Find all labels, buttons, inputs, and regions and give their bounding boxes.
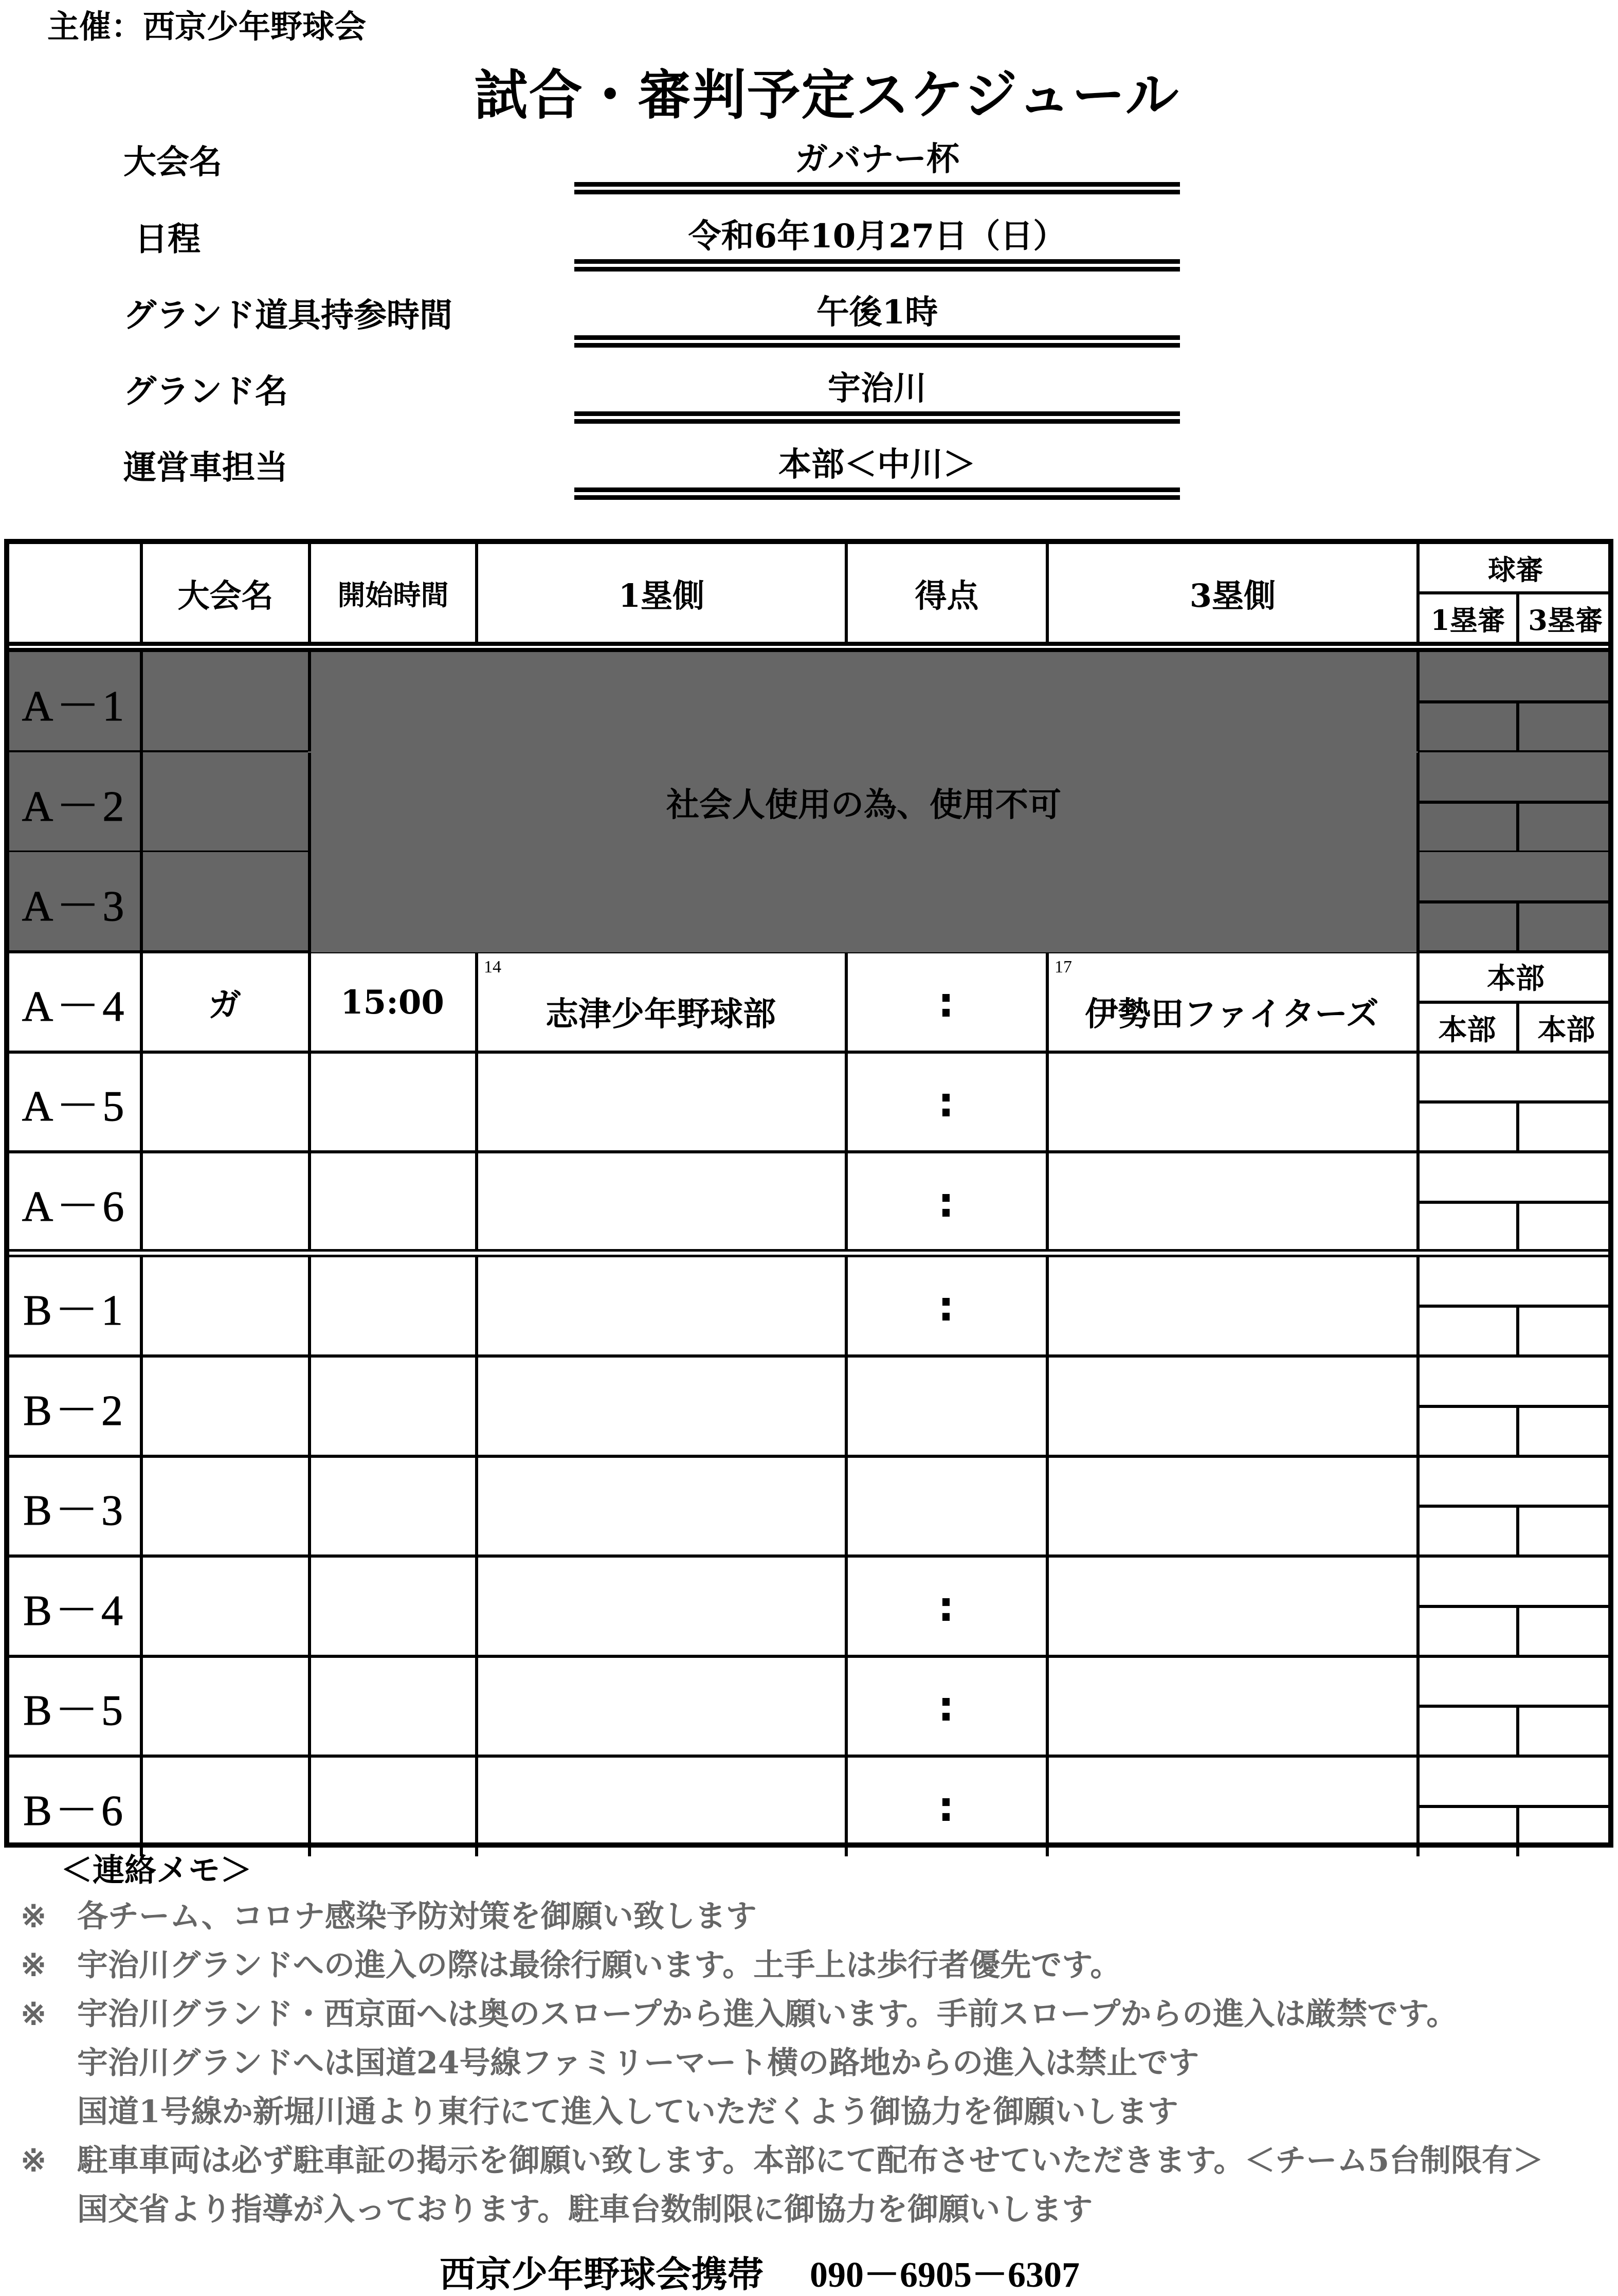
table-row xyxy=(9,1357,1608,1456)
col-header-label: 大会名 xyxy=(177,576,274,614)
memo-title: ＜連絡メモ＞ xyxy=(61,1851,252,1889)
divider xyxy=(475,1656,478,1756)
blocked-area xyxy=(311,652,1416,952)
cell-plate-umpire[interactable] xyxy=(1418,752,1613,801)
cell-score[interactable] xyxy=(846,1256,1046,1356)
divider xyxy=(308,1052,311,1152)
score-value: : xyxy=(938,1682,954,1730)
cell-third-base-umpire[interactable] xyxy=(1519,804,1613,852)
row-id-cell xyxy=(9,852,140,952)
cell-first-base-umpire[interactable] xyxy=(1418,1004,1516,1052)
cell-team3[interactable] xyxy=(1047,952,1416,1052)
cell-tournament[interactable] xyxy=(141,1656,308,1756)
cell-score[interactable] xyxy=(846,1152,1046,1252)
header-double-divider xyxy=(9,642,1608,652)
cell-start-time[interactable] xyxy=(310,1256,475,1356)
cell-team1[interactable] xyxy=(477,1456,845,1556)
col-header-score xyxy=(846,544,1047,642)
cell-third-base-umpire[interactable] xyxy=(1519,1004,1613,1052)
cell-team3[interactable] xyxy=(1047,1052,1416,1152)
col-header-label: 得点 xyxy=(915,576,979,614)
score-value: : xyxy=(938,1078,954,1126)
row-id-cell xyxy=(9,1357,140,1456)
cell-plate-umpire[interactable] xyxy=(1418,852,1613,900)
row-id: A－5 xyxy=(22,1082,128,1130)
cell-team3[interactable] xyxy=(1047,1357,1416,1456)
row-id: B－3 xyxy=(23,1486,126,1534)
cell-first-base-umpire[interactable] xyxy=(1418,1204,1516,1252)
cell-start-time[interactable] xyxy=(310,1656,475,1756)
memo-text: 国交省より指導が入っております。駐車台数制限に御協力を御願いします xyxy=(77,2192,1093,2228)
divider xyxy=(475,1052,478,1152)
table-row xyxy=(9,952,1608,1052)
divider xyxy=(845,1456,848,1556)
col-header-plate-umpire xyxy=(1418,544,1613,591)
info-value-equipment-time: 午後1時 xyxy=(816,293,938,332)
divider xyxy=(475,1256,478,1356)
row-id: A－6 xyxy=(22,1182,128,1231)
cell-team3[interactable] xyxy=(1047,1656,1416,1756)
info-value-tournament: ガバナー杯 xyxy=(795,140,959,178)
table-row xyxy=(9,1557,1608,1656)
divider xyxy=(845,544,848,642)
cell-first-base-umpire[interactable] xyxy=(1418,804,1516,852)
cell-tournament[interactable] xyxy=(141,852,308,952)
divider xyxy=(845,1656,848,1756)
divider xyxy=(308,1256,311,1356)
divider xyxy=(308,1656,311,1756)
cell-team1[interactable] xyxy=(477,1757,845,1856)
divider xyxy=(1046,1152,1049,1252)
cell-team1[interactable] xyxy=(477,1357,845,1456)
divider xyxy=(475,1557,478,1656)
plate-umpire-value: 本部 xyxy=(1487,962,1544,996)
cell-score[interactable] xyxy=(846,1557,1046,1656)
divider xyxy=(1046,1656,1049,1756)
table-row xyxy=(9,1052,1608,1152)
cell-team1[interactable] xyxy=(477,1256,845,1356)
info-label: 運営車担当 xyxy=(123,448,288,487)
col-header-label: 1塁側 xyxy=(618,576,705,614)
divider xyxy=(1516,594,1519,642)
blocked-message: 社会人使用の為、使用不可 xyxy=(666,786,1061,824)
cell-tournament[interactable] xyxy=(141,752,308,852)
row-id: B－4 xyxy=(23,1586,126,1635)
double-underline xyxy=(574,411,1180,424)
cell-third-base-umpire[interactable] xyxy=(1519,903,1613,952)
divider xyxy=(1046,1052,1049,1152)
first-base-umpire-value: 本部 xyxy=(1438,1013,1496,1047)
seed-number: 14 xyxy=(484,957,501,977)
divider xyxy=(1046,1456,1049,1556)
cell-tournament[interactable] xyxy=(141,1052,308,1152)
cell-score[interactable] xyxy=(846,1656,1046,1756)
cell-first-base-umpire[interactable] xyxy=(1418,1104,1516,1152)
cell-team3[interactable] xyxy=(1047,1256,1416,1356)
memo-line xyxy=(21,1994,1457,2035)
divider xyxy=(1046,1256,1049,1356)
page-title: 試合・審判予定スケジュール xyxy=(474,63,1180,126)
memo-text: 宇治川グランドへは国道24号線ファミリーマート横の路地からの進入は禁止です xyxy=(77,2045,1199,2081)
reference-mark-icon: ※ xyxy=(21,2143,47,2179)
info-label: 大会名 xyxy=(123,143,222,182)
divider xyxy=(308,1757,311,1856)
col-header-third-base-side xyxy=(1047,544,1418,642)
info-value-ground: 宇治川 xyxy=(828,369,926,408)
divider xyxy=(1046,1757,1049,1856)
cell-plate-umpire[interactable] xyxy=(1418,952,1613,1001)
table-row xyxy=(9,1656,1608,1756)
row-id: B－6 xyxy=(23,1786,126,1835)
cell-score[interactable] xyxy=(846,1052,1046,1152)
cell-tournament[interactable] xyxy=(141,952,308,1052)
memo-line xyxy=(21,2140,1543,2181)
cell-team3[interactable] xyxy=(1047,1757,1416,1856)
cell-start-time[interactable] xyxy=(310,1757,475,1856)
memo-line xyxy=(21,2091,1178,2132)
cell-plate-umpire[interactable] xyxy=(1418,1256,1613,1305)
col-header-label: 3塁側 xyxy=(1189,576,1276,614)
cell-plate-umpire[interactable] xyxy=(1418,1152,1613,1201)
cell-first-base-umpire[interactable] xyxy=(1418,1808,1516,1856)
cell-first-base-umpire[interactable] xyxy=(1418,1408,1516,1456)
row-id-cell xyxy=(9,752,140,852)
memo-text: 国道1号線か新堀川通より東行にて進入していただくよう御協力を御願いします xyxy=(77,2094,1178,2130)
info-value-date: 令和6年10月27日（日） xyxy=(688,217,1066,256)
row-id-cell xyxy=(9,1757,140,1856)
cell-start-time[interactable] xyxy=(310,952,475,1052)
cell-third-base-umpire[interactable] xyxy=(1519,1708,1613,1756)
divider xyxy=(475,952,478,1052)
cell-start-time[interactable] xyxy=(310,1357,475,1456)
cell-plate-umpire[interactable] xyxy=(1418,1357,1613,1405)
divider xyxy=(1418,591,1608,594)
row-id: A－2 xyxy=(22,782,128,830)
divider xyxy=(1046,544,1049,642)
info-row-vehicle xyxy=(0,424,1618,500)
cell-third-base-umpire[interactable] xyxy=(1519,1508,1613,1556)
double-underline xyxy=(574,259,1180,272)
cell-third-base-umpire[interactable] xyxy=(1519,1104,1613,1152)
cell-third-base-umpire[interactable] xyxy=(1519,1308,1613,1356)
row-id: B－1 xyxy=(23,1286,126,1334)
cell-team3[interactable] xyxy=(1047,1456,1416,1556)
cell-tournament[interactable] xyxy=(141,1256,308,1356)
cell-start-time[interactable] xyxy=(310,1152,475,1252)
cell-team1[interactable] xyxy=(477,1052,845,1152)
cell-score[interactable] xyxy=(846,952,1046,1052)
col-header-tournament xyxy=(141,544,310,642)
info-label: グランド道具持参時間 xyxy=(123,296,452,335)
cell-plate-umpire[interactable] xyxy=(1418,1456,1613,1505)
divider xyxy=(475,544,478,642)
table-row xyxy=(9,1152,1608,1252)
cell-first-base-umpire[interactable] xyxy=(1418,1708,1516,1756)
team3-value: 伊勢田ファイターズ xyxy=(1085,995,1379,1034)
row-id-cell xyxy=(9,1656,140,1756)
divider xyxy=(475,1152,478,1252)
cell-third-base-umpire[interactable] xyxy=(1519,703,1613,752)
reference-mark-icon: ※ xyxy=(21,1947,47,1983)
cell-plate-umpire[interactable] xyxy=(1418,1052,1613,1100)
col-header-label: 3塁審 xyxy=(1528,603,1603,637)
cell-start-time[interactable] xyxy=(310,1456,475,1556)
divider xyxy=(475,1357,478,1456)
info-label: 日程 xyxy=(135,220,201,259)
cell-third-base-umpire[interactable] xyxy=(1519,1808,1613,1856)
cell-score[interactable] xyxy=(846,1757,1046,1856)
divider xyxy=(845,1052,848,1152)
third-base-umpire-value: 本部 xyxy=(1537,1013,1595,1047)
memo-line xyxy=(21,2189,1093,2230)
row-id: B－5 xyxy=(23,1686,126,1734)
contact-phone: 090－6905－6307 xyxy=(810,2255,1080,2295)
score-value: : xyxy=(938,1178,954,1226)
cell-plate-umpire[interactable] xyxy=(1418,1656,1613,1705)
row-id-cell xyxy=(9,1557,140,1656)
row-id-cell xyxy=(9,1052,140,1152)
divider xyxy=(308,1557,311,1656)
double-underline xyxy=(574,335,1180,348)
row-id-cell xyxy=(9,652,140,752)
cell-first-base-umpire[interactable] xyxy=(1418,1308,1516,1356)
seed-number: 17 xyxy=(1055,957,1072,977)
divider xyxy=(140,544,143,642)
row-id: B－2 xyxy=(23,1386,126,1435)
row-id: A－3 xyxy=(22,882,128,930)
memo-line xyxy=(21,1896,757,1937)
divider xyxy=(845,1256,848,1356)
divider xyxy=(308,544,311,642)
col-header-start-time xyxy=(310,544,477,642)
info-row-ground xyxy=(0,348,1618,424)
double-underline xyxy=(574,487,1180,500)
score-value: : xyxy=(938,978,954,1026)
team1-value: 志津少年野球部 xyxy=(546,995,776,1034)
divider xyxy=(845,1757,848,1856)
divider xyxy=(845,952,848,1052)
col-header-first-base-side xyxy=(477,544,846,642)
table-row xyxy=(9,1256,1608,1356)
divider xyxy=(308,952,311,1052)
score-value: : xyxy=(938,1782,954,1831)
cell-start-time[interactable] xyxy=(310,1052,475,1152)
row-id-cell xyxy=(9,1456,140,1556)
cell-first-base-umpire[interactable] xyxy=(1418,1508,1516,1556)
memo-line xyxy=(21,1945,1121,1986)
reference-mark-icon: ※ xyxy=(21,1899,47,1935)
cell-first-base-umpire[interactable] xyxy=(1418,703,1516,752)
cell-third-base-umpire[interactable] xyxy=(1519,1608,1613,1656)
cell-team3[interactable] xyxy=(1047,1152,1416,1252)
cell-first-base-umpire[interactable] xyxy=(1418,1608,1516,1656)
memo-line xyxy=(21,2042,1199,2084)
row-id-cell xyxy=(9,1152,140,1252)
memo-text: 宇治川グランドへの進入の際は最徐行願います。土手上は歩行者優先です。 xyxy=(77,1947,1121,1983)
row-id-cell xyxy=(9,952,140,1052)
table-header xyxy=(9,544,1608,642)
cell-plate-umpire[interactable] xyxy=(1418,1557,1613,1605)
cell-tournament[interactable] xyxy=(141,1152,308,1252)
divider xyxy=(475,1757,478,1856)
memo-text: 駐車車両は必ず駐車証の掲示を御願い致します。本部にて配布させていただきます。＜チーム5台制限有＞ xyxy=(77,2143,1544,2179)
divider xyxy=(845,1152,848,1252)
cell-first-base-umpire[interactable] xyxy=(1418,903,1516,952)
divider xyxy=(1046,952,1049,1052)
divider xyxy=(308,1456,311,1556)
divider xyxy=(308,1152,311,1252)
info-row-date xyxy=(0,195,1618,272)
divider xyxy=(308,1357,311,1456)
score-value: : xyxy=(938,1282,954,1330)
table-row xyxy=(9,1456,1608,1556)
contact-line xyxy=(440,2254,1080,2296)
cell-tournament[interactable] xyxy=(141,1557,308,1656)
cell-tournament[interactable] xyxy=(141,652,308,752)
cell-start-time[interactable] xyxy=(310,1557,475,1656)
cell-team1[interactable] xyxy=(477,1152,845,1252)
cell-team1[interactable] xyxy=(477,952,845,1052)
double-underline xyxy=(574,182,1180,194)
row-id: A－1 xyxy=(22,682,128,730)
cell-tournament[interactable] xyxy=(141,1357,308,1456)
divider xyxy=(1046,1557,1049,1656)
cell-team1[interactable] xyxy=(477,1557,845,1656)
row-id-cell xyxy=(9,1256,140,1356)
divider xyxy=(475,1456,478,1556)
divider xyxy=(1046,1357,1049,1456)
reference-mark-icon: ※ xyxy=(21,1996,47,2032)
cell-team3[interactable] xyxy=(1047,1557,1416,1656)
info-row-tournament xyxy=(0,118,1618,194)
info-row-equipment-time xyxy=(0,272,1618,348)
schedule-table xyxy=(4,539,1613,1848)
cell-plate-umpire[interactable] xyxy=(1418,1757,1613,1805)
memo-text: 宇治川グランド・西京面へは奥のスロープから進入願います。手前スロープからの進入は厳禁です。 xyxy=(77,1996,1458,2032)
col-header-label: 開始時間 xyxy=(337,578,449,611)
info-label: グランド名 xyxy=(123,372,288,411)
cell-score[interactable] xyxy=(846,1357,1046,1456)
col-header-third-base-umpire xyxy=(1518,594,1613,642)
start-time-value: 15:00 xyxy=(340,983,444,1022)
cell-tournament[interactable] xyxy=(141,1456,308,1556)
score-value: : xyxy=(938,1582,954,1631)
cell-third-base-umpire[interactable] xyxy=(1519,1204,1613,1252)
table-row xyxy=(9,1757,1608,1856)
divider xyxy=(845,1557,848,1656)
info-value-vehicle: 本部＜中川＞ xyxy=(778,445,976,484)
contact-label: 西京少年野球会携帯 xyxy=(440,2253,763,2295)
organizer-label: 主催：西京少年野球会 xyxy=(47,8,367,45)
cell-score[interactable] xyxy=(846,1456,1046,1556)
cell-team1[interactable] xyxy=(477,1656,845,1756)
tournament-value: ガ xyxy=(208,986,241,1024)
row-id: A－4 xyxy=(22,982,128,1031)
col-header-label: 球審 xyxy=(1488,553,1543,586)
col-header-first-base-umpire xyxy=(1418,594,1518,642)
col-header-label: 1塁審 xyxy=(1430,603,1505,637)
divider xyxy=(845,1357,848,1456)
cell-third-base-umpire[interactable] xyxy=(1519,1408,1613,1456)
cell-tournament[interactable] xyxy=(141,1757,308,1856)
memo-text: 各チーム、コロナ感染予防対策を御願い致します xyxy=(77,1899,757,1935)
cell-plate-umpire[interactable] xyxy=(1418,652,1613,700)
